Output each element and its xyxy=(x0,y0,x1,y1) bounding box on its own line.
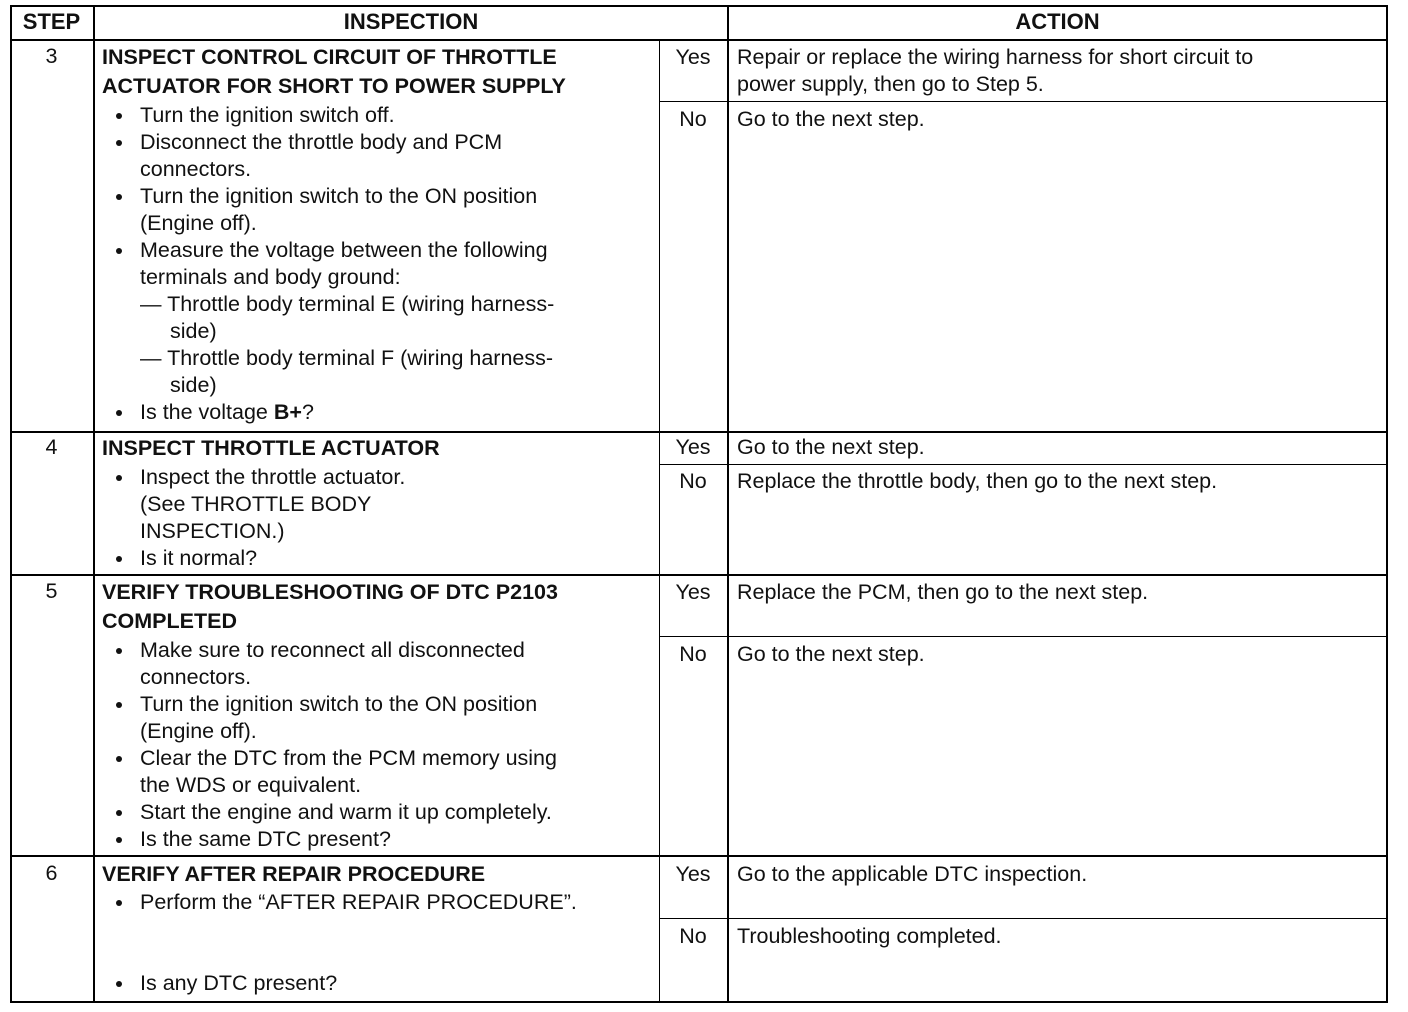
list-item-cont: (Engine off). xyxy=(140,211,257,235)
header-inspection: INSPECTION xyxy=(343,9,479,34)
no-label: No xyxy=(679,642,707,666)
header-divider xyxy=(10,39,1388,41)
sub-item-cont: side) xyxy=(170,373,217,397)
inspection-block xyxy=(102,43,566,426)
list-item-cont: (Engine off). xyxy=(140,719,257,743)
border-left xyxy=(10,5,12,1003)
col-divider xyxy=(727,5,729,1003)
list-item: Turn the ignition switch to the ON position xyxy=(102,183,566,210)
step-title: VERIFY TROUBLESHOOTING OF DTC P2103 COMPLETED xyxy=(102,580,558,633)
step-title: INSPECT THROTTLE ACTUATOR xyxy=(102,436,440,460)
header-action: ACTION xyxy=(1015,9,1100,34)
row-divider xyxy=(10,855,1388,857)
list-item: Measure the voltage between the following xyxy=(102,237,566,264)
step-number: 6 xyxy=(45,861,58,885)
troubleshooting-table xyxy=(10,5,1388,1003)
yes-no-divider xyxy=(659,464,1388,465)
yes-label: Yes xyxy=(675,435,711,459)
list-item: Turn the ignition switch to the ON position xyxy=(102,691,558,718)
list-item-cont: connectors. xyxy=(140,157,252,181)
no-action: Troubleshooting completed. xyxy=(737,924,1002,948)
border-bottom xyxy=(10,1001,1388,1003)
yes-label: Yes xyxy=(675,862,711,886)
list-item-cont: terminals and body ground: xyxy=(140,265,401,289)
list-item: Turn the ignition switch off. xyxy=(102,102,566,129)
row-divider xyxy=(10,574,1388,576)
sub-item: — Throttle body terminal E (wiring harness- xyxy=(140,292,555,316)
no-action: Go to the next step. xyxy=(737,107,925,131)
list-item-cont: INSPECTION.) xyxy=(140,519,285,543)
list-item-cont: (See THROTTLE BODY xyxy=(140,492,372,516)
list-item: Is any DTC present? xyxy=(102,970,337,997)
list-item: Perform the “AFTER REPAIR PROCEDURE”. xyxy=(102,889,577,916)
step-number: 5 xyxy=(45,579,58,603)
bullet-list xyxy=(102,637,558,853)
sub-item: — Throttle body terminal F (wiring harness- xyxy=(140,346,554,370)
inspection-block xyxy=(102,860,577,916)
list-item: Disconnect the throttle body and PCM xyxy=(102,129,566,156)
inspection-block xyxy=(102,434,440,572)
step-title: INSPECT CONTROL CIRCUIT OF THROTTLE ACTUATOR FOR SHORT TO POWER SUPPLY xyxy=(102,45,566,98)
yes-action: Replace the PCM, then go to the next step. xyxy=(737,580,1149,604)
list-item: Make sure to reconnect all disconnected xyxy=(102,637,558,664)
header-step: STEP xyxy=(22,9,81,34)
bullet-list xyxy=(102,102,566,426)
list-item: Is the voltage B+? xyxy=(102,399,566,426)
col-divider xyxy=(659,39,660,1003)
border-right xyxy=(1386,5,1388,1003)
list-item: Start the engine and warm it up completely. xyxy=(102,799,558,826)
yes-label: Yes xyxy=(675,45,711,69)
yes-no-divider xyxy=(659,918,1388,919)
list-item: Is the same DTC present? xyxy=(102,826,558,853)
yes-action: Repair or replace the wiring harness for short circuit to power supply, then go to Step 5. xyxy=(737,45,1254,96)
no-action: Go to the next step. xyxy=(737,642,925,666)
row-divider xyxy=(10,431,1388,433)
yes-no-divider xyxy=(659,101,1388,102)
inspection-block xyxy=(102,578,558,853)
list-item-cont: connectors. xyxy=(140,665,252,689)
list-item-cont: the WDS or equivalent. xyxy=(140,773,362,797)
col-divider xyxy=(93,5,95,1003)
step-number: 3 xyxy=(45,44,58,68)
inspection-last-item xyxy=(102,970,337,997)
list-item: Is it normal? xyxy=(102,545,440,572)
step-number: 4 xyxy=(45,435,58,459)
no-label: No xyxy=(679,924,707,948)
bullet-list xyxy=(102,464,440,572)
list-item: Clear the DTC from the PCM memory using xyxy=(102,745,558,772)
yes-action: Go to the applicable DTC inspection. xyxy=(737,862,1088,886)
no-label: No xyxy=(679,469,707,493)
no-action: Replace the throttle body, then go to the next step. xyxy=(737,469,1218,493)
yes-action: Go to the next step. xyxy=(737,435,925,459)
list-item: Inspect the throttle actuator. xyxy=(102,464,440,491)
no-label: No xyxy=(679,107,707,131)
step-title: VERIFY AFTER REPAIR PROCEDURE xyxy=(102,862,486,886)
yes-no-divider xyxy=(659,636,1388,637)
yes-label: Yes xyxy=(675,580,711,604)
sub-item-cont: side) xyxy=(170,319,217,343)
